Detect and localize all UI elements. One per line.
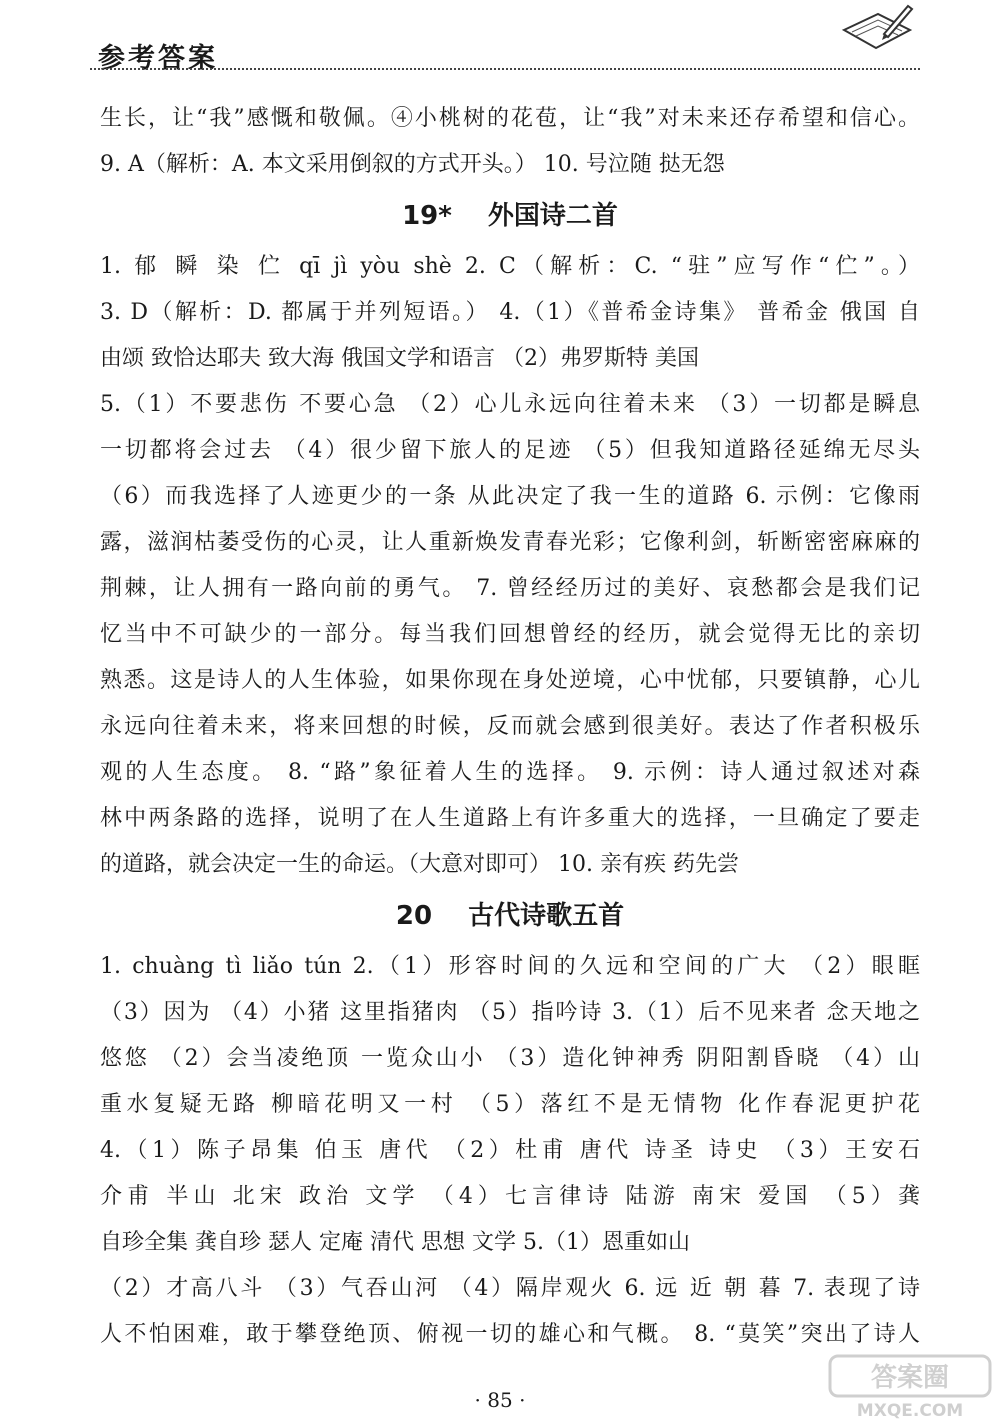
watermark-logo xyxy=(826,1352,994,1422)
section-title xyxy=(100,888,920,944)
answer-line: 林中两条路的选择，说明了在人生道路上有许多重大的选择，一旦确定了要走 xyxy=(100,806,920,831)
watermark-url: MXQE.COM xyxy=(856,1401,964,1421)
answer-line: 的道路，就会决定一生的命运。（大意对即可） 10. 亲有疾 药先尝 xyxy=(100,852,739,877)
answer-line: 永远向往着未来，将来回想的时候，反而就会感到很美好。表达了作者积极乐 xyxy=(100,714,920,739)
answer-line: 露，滋润枯萎受伤的心灵，让人重新焕发青春光彩；它像利剑，斩断密密麻麻的 xyxy=(100,530,920,555)
section-number: 19* xyxy=(402,201,452,231)
answer-line: 介甫 半山 北宋 政治 文学 （4）七言律诗 陆游 南宋 爱国 （5）龚 xyxy=(100,1184,920,1209)
answer-line: 由颂 致恰达耶夫 致大海 俄国文学和语言 （2）弗罗斯特 美国 xyxy=(100,346,699,371)
watermark-logo-text: 答案圈 xyxy=(870,1363,950,1393)
page-header xyxy=(0,0,1000,80)
section-title xyxy=(100,188,920,244)
answer-line: 1. 郁 瞬 染 伫 qī jì yòu shè 2. C（解析：C. “驻”应写作“伫”。） xyxy=(100,254,920,279)
answer-line: 5.（1）不要悲伤 不要心急 （2）心儿永远向往着未来 （3）一切都是瞬息 xyxy=(100,392,920,417)
section-heading: 外国诗二首 xyxy=(487,201,618,231)
answer-line: 重水复疑无路 柳暗花明又一村 （5）落红不是无情物 化作春泥更护花 xyxy=(100,1092,920,1117)
answer-line: 1. chuàng tì liǎo tún 2.（1）形容时间的久远和空间的广大 （2）眼眶 xyxy=(100,954,920,979)
section-heading: 古代诗歌五首 xyxy=(468,901,625,931)
answer-line: 4.（1）陈子昂集 伯玉 唐代 （2）杜甫 唐代 诗圣 诗史 （3）王安石 xyxy=(100,1138,920,1163)
answer-line: 悠悠 （2）会当凌绝顶 一览众山小 （3）造化钟神秀 阴阳割昏晓 （4）山 xyxy=(100,1046,920,1071)
answer-line: （2）才高八斗 （3）气吞山河 （4）隔岸观火 6. 远 近 朝 暮 7. 表现了诗 xyxy=(100,1276,920,1301)
answer-line: 9. A（解析：A. 本文采用倒叙的方式开头。） 10. 号泣随 挞无怨 xyxy=(100,152,725,177)
header-title: 参考答案 xyxy=(98,43,218,74)
answer-line: 荆棘，让人拥有一路向前的勇气。 7. 曾经经历过的美好、哀愁都会是我们记 xyxy=(100,576,920,601)
answer-line: 生长，让“我”感慨和敬佩。④小桃树的花苞，让“我”对未来还存希望和信心。 xyxy=(100,106,920,131)
answer-line: 观的人生态度。 8. “路”象征着人生的选择。 9. 示例：诗人通过叙述对森 xyxy=(100,760,920,785)
answer-line: 自珍全集 龚自珍 瑟人 定庵 清代 思想 文学 5.（1）恩重如山 xyxy=(100,1230,690,1255)
answer-line: 3. D（解析：D. 都属于并列短语。） 4.（1）《普希金诗集》 普希金 俄国 自 xyxy=(100,300,920,325)
page-number: · 85 · xyxy=(474,1388,526,1412)
answer-line: 熟悉。这是诗人的人生体验，如果你现在身处逆境，心中忧郁，只要镇静，心儿 xyxy=(100,668,920,693)
notebook-pen-icon xyxy=(838,0,918,60)
answer-line: （6）而我选择了人迹更少的一条 从此决定了我一生的道路 6. 示例：它像雨 xyxy=(100,484,920,509)
section-number: 20 xyxy=(395,901,433,931)
header-divider xyxy=(90,68,920,70)
answer-line: （3）因为 （4）小猪 这里指猪肉 （5）指吟诗 3.（1）后不见来者 念天地之 xyxy=(100,1000,920,1025)
answer-line: 忆当中不可缺少的一部分。每当我们回想曾经的经历，就会觉得无比的亲切 xyxy=(100,622,920,647)
answer-line: 人不怕困难，敢于攀登绝顶、俯视一切的雄心和气概。 8. “莫笑”突出了诗人 xyxy=(100,1322,920,1347)
answer-content xyxy=(100,96,920,1358)
answer-line: 一切都将会过去 （4）很少留下旅人的足迹 （5）但我知道路径延绵无尽头 xyxy=(100,438,920,463)
